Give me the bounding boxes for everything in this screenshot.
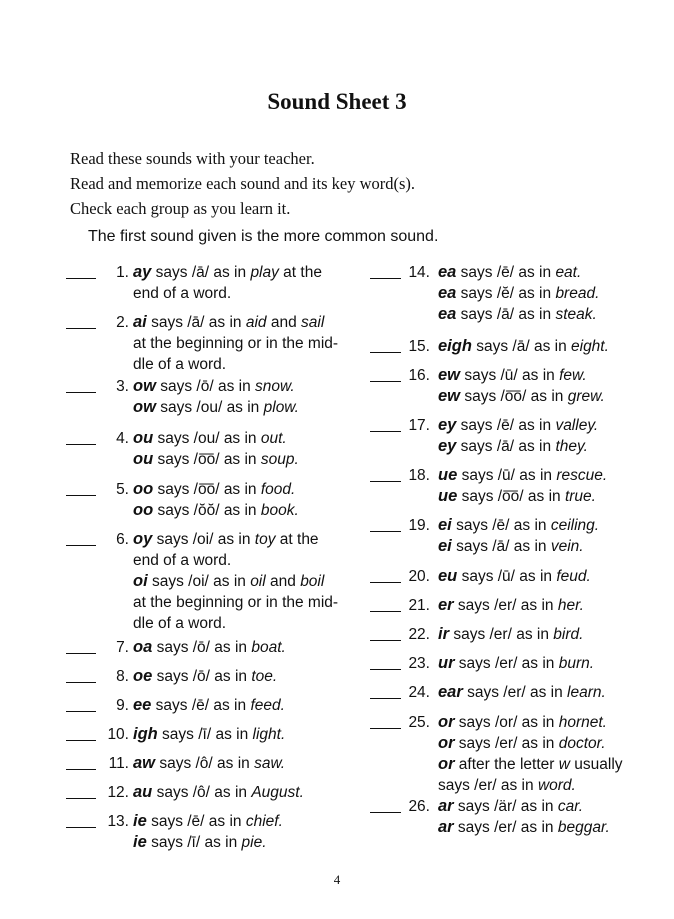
phonogram: ear bbox=[438, 683, 463, 701]
entry-number: 3. bbox=[116, 378, 129, 395]
entry-text-segment: says /ā/ as in bbox=[471, 338, 571, 355]
key-word: out. bbox=[260, 430, 287, 447]
key-word: learn. bbox=[567, 684, 606, 701]
entry-number: 1. bbox=[116, 264, 129, 281]
entry-number: 18. bbox=[408, 467, 430, 484]
checkmark-blank[interactable] bbox=[370, 465, 401, 482]
entry-text bbox=[133, 428, 373, 470]
key-word: soup. bbox=[260, 451, 299, 468]
checkmark-blank[interactable] bbox=[66, 376, 96, 393]
key-word: snow. bbox=[255, 378, 295, 395]
phonogram: ew bbox=[438, 366, 461, 384]
entry-text-segment: says /o͞o/ as in bbox=[153, 451, 261, 468]
checkmark-blank[interactable] bbox=[66, 428, 96, 445]
entry-line bbox=[438, 817, 674, 838]
entry-number: 4. bbox=[116, 430, 129, 447]
phonogram: oa bbox=[133, 638, 153, 656]
entry-line bbox=[133, 666, 373, 687]
entry-text-segment: end of a word. bbox=[133, 285, 232, 302]
key-word: they. bbox=[555, 438, 588, 455]
phonogram: oi bbox=[133, 572, 148, 590]
entry-text-segment: says /ŏŏ/ as in bbox=[153, 502, 261, 519]
entry-text-segment: says /ā/ as in bbox=[146, 314, 246, 331]
entry-text-segment: says /ou/ as in bbox=[153, 430, 261, 447]
entry-text-segment: and bbox=[265, 573, 301, 590]
phonogram: aw bbox=[133, 754, 156, 772]
entry-text bbox=[438, 465, 674, 507]
checkmark-blank[interactable] bbox=[370, 365, 401, 382]
entry-text bbox=[438, 515, 674, 557]
entry-line bbox=[438, 365, 674, 386]
entry-text-segment: says /ā/ as in bbox=[451, 538, 551, 555]
checkmark-blank[interactable] bbox=[66, 262, 96, 279]
entry-text bbox=[438, 566, 674, 587]
entry-line bbox=[133, 592, 373, 613]
phonogram: oo bbox=[133, 501, 154, 519]
entry-text bbox=[438, 796, 674, 838]
entry-line bbox=[438, 733, 674, 754]
key-word: oil bbox=[250, 573, 266, 590]
entry-line bbox=[438, 486, 674, 507]
entry-text-segment: dle of a word. bbox=[133, 356, 227, 373]
entry-text-segment: dle of a word. bbox=[133, 615, 227, 632]
checkmark-blank[interactable] bbox=[66, 637, 96, 654]
checkmark-blank[interactable] bbox=[370, 682, 401, 699]
phonogram: eu bbox=[438, 567, 458, 585]
entry-number: 24. bbox=[408, 684, 430, 701]
phonogram: ow bbox=[133, 398, 156, 416]
common-sound-note: The first sound given is the more common sound. bbox=[88, 228, 439, 245]
entry-text bbox=[133, 811, 373, 853]
key-word: saw. bbox=[254, 755, 286, 772]
entry-line bbox=[133, 449, 373, 470]
entry-number: 11. bbox=[108, 755, 129, 772]
entry-line bbox=[133, 428, 373, 449]
entry-text-segment: says /er/ as in bbox=[454, 735, 559, 752]
entry-line bbox=[438, 515, 674, 536]
key-word: steak. bbox=[555, 306, 597, 323]
phonogram: oy bbox=[133, 530, 153, 548]
checkmark-blank[interactable] bbox=[370, 415, 401, 432]
entry-text-segment: says /er/ as in bbox=[462, 684, 568, 701]
phonogram: ei bbox=[438, 537, 452, 555]
checkmark-blank[interactable] bbox=[370, 624, 401, 641]
entry-line bbox=[133, 312, 373, 333]
phonogram: ie bbox=[133, 812, 147, 830]
entry-text bbox=[438, 624, 674, 645]
entry-line bbox=[133, 333, 373, 354]
phonogram: ea bbox=[438, 263, 457, 281]
entry-text-segment: says /ē/ as in bbox=[146, 813, 246, 830]
key-word: August. bbox=[251, 784, 304, 801]
entry-text-segment: usually bbox=[569, 756, 623, 773]
entry-text-segment: says /ū/ as in bbox=[457, 568, 557, 585]
key-word: sail bbox=[301, 314, 325, 331]
entry-line bbox=[438, 536, 674, 557]
entry-text-segment: and bbox=[266, 314, 302, 331]
instruction-line-3: Check each group as you learn it. bbox=[70, 199, 291, 218]
checkmark-blank[interactable] bbox=[370, 515, 401, 532]
entry-line bbox=[133, 832, 373, 853]
entry-line bbox=[438, 653, 674, 674]
entry-line bbox=[438, 624, 674, 645]
entry-text-segment: says /ū/ as in bbox=[460, 367, 560, 384]
entry-text bbox=[133, 637, 373, 658]
key-word: grew. bbox=[567, 388, 605, 405]
entry-line bbox=[438, 262, 674, 283]
entry-line bbox=[438, 415, 674, 436]
entry-text bbox=[133, 312, 373, 375]
key-word: feud. bbox=[556, 568, 591, 585]
entry-number: 16. bbox=[408, 367, 430, 384]
entry-line bbox=[438, 465, 674, 486]
checkmark-blank[interactable] bbox=[66, 529, 96, 546]
entry-line bbox=[133, 753, 373, 774]
entry-number: 25. bbox=[408, 714, 430, 731]
page-title: Sound Sheet 3 bbox=[267, 89, 407, 114]
key-word: hornet. bbox=[558, 714, 607, 731]
page-number: 4 bbox=[333, 872, 341, 887]
entry-text-segment: says /er/ as in bbox=[453, 819, 558, 836]
entry-text bbox=[133, 376, 373, 418]
entry-number: 20. bbox=[408, 568, 430, 585]
entry-number: 2. bbox=[116, 314, 129, 331]
entry-text-segment: says /ô/ as in bbox=[155, 755, 255, 772]
entry-number: 23. bbox=[408, 655, 430, 672]
entry-line bbox=[438, 283, 674, 304]
entry-text-segment: says /oi/ as in bbox=[152, 531, 255, 548]
key-word: pie. bbox=[241, 834, 267, 851]
key-word: bread. bbox=[555, 285, 600, 302]
entry-text-segment: says /ĕ/ as in bbox=[456, 285, 556, 302]
phonogram: ai bbox=[133, 313, 147, 331]
entry-line bbox=[438, 754, 674, 775]
entry-line bbox=[438, 682, 674, 703]
key-word: chief. bbox=[245, 813, 283, 830]
entry-number: 6. bbox=[116, 531, 129, 548]
entry-text bbox=[438, 653, 674, 674]
checkmark-blank[interactable] bbox=[66, 479, 96, 496]
checkmark-blank[interactable] bbox=[370, 595, 401, 612]
key-word: beggar. bbox=[557, 819, 610, 836]
entry-line bbox=[438, 775, 674, 796]
phonogram: eigh bbox=[438, 337, 472, 355]
key-word: vein. bbox=[550, 538, 584, 555]
entry-text-segment: says /o͞o/ as in bbox=[460, 388, 568, 405]
key-word: feed. bbox=[250, 697, 285, 714]
entry-line bbox=[133, 479, 373, 500]
entry-text-segment: says /er/ as in bbox=[453, 597, 558, 614]
entry-text-segment: says /är/ as in bbox=[453, 798, 558, 815]
entry-text-segment: at the beginning or in the mid- bbox=[133, 335, 339, 352]
entry-number: 19. bbox=[408, 517, 430, 534]
entry-number: 17. bbox=[408, 417, 430, 434]
entry-text-segment: says /er/ as in bbox=[438, 777, 538, 794]
phonogram: ew bbox=[438, 387, 461, 405]
instruction-line-1: Read these sounds with your teacher. bbox=[70, 149, 315, 168]
entry-line bbox=[133, 571, 373, 592]
key-word: w bbox=[558, 756, 570, 773]
entry-line bbox=[133, 397, 373, 418]
entry-text bbox=[133, 695, 373, 716]
entry-line bbox=[133, 695, 373, 716]
entry-line bbox=[133, 500, 373, 521]
entry-line bbox=[133, 811, 373, 832]
key-word: few. bbox=[559, 367, 587, 384]
entry-number: 22. bbox=[408, 626, 430, 643]
phonogram: au bbox=[133, 783, 153, 801]
key-word: her. bbox=[557, 597, 584, 614]
entry-line bbox=[133, 782, 373, 803]
key-word: eat. bbox=[555, 264, 582, 281]
entry-text-segment: says /ē/ as in bbox=[151, 697, 251, 714]
phonogram: ow bbox=[133, 377, 156, 395]
entry-number: 12. bbox=[107, 784, 129, 801]
phonogram: ar bbox=[438, 818, 454, 836]
entry-line bbox=[133, 550, 373, 571]
phonogram: ea bbox=[438, 284, 457, 302]
phonogram: ey bbox=[438, 437, 457, 455]
checkmark-blank[interactable] bbox=[370, 796, 401, 813]
phonogram: ue bbox=[438, 487, 458, 505]
entry-text-segment: at the beginning or in the mid- bbox=[133, 594, 339, 611]
phonogram: er bbox=[438, 596, 454, 614]
entry-line bbox=[438, 796, 674, 817]
key-word: word. bbox=[537, 777, 576, 794]
entry-text-segment: says /er/ as in bbox=[454, 655, 559, 672]
entry-text bbox=[438, 415, 674, 457]
entry-text bbox=[133, 262, 373, 304]
key-word: rescue. bbox=[556, 467, 608, 484]
entry-line bbox=[133, 283, 373, 304]
entry-text-segment: says /ou/ as in bbox=[155, 399, 264, 416]
entry-number: 21. bbox=[408, 597, 430, 614]
entry-line bbox=[133, 529, 373, 550]
entry-text bbox=[133, 753, 373, 774]
entry-number: 5. bbox=[116, 481, 129, 498]
entry-line bbox=[438, 566, 674, 587]
key-word: light. bbox=[252, 726, 286, 743]
entry-text-segment: says /ō/ as in bbox=[155, 378, 255, 395]
entry-number: 10. bbox=[107, 726, 129, 743]
checkmark-blank[interactable] bbox=[66, 811, 96, 828]
entry-number: 14. bbox=[408, 264, 430, 281]
key-word: toe. bbox=[251, 668, 278, 685]
phonogram: ou bbox=[133, 450, 154, 468]
entry-line bbox=[133, 613, 373, 634]
key-word: eight. bbox=[571, 338, 609, 355]
entry-text bbox=[133, 782, 373, 803]
entry-text-segment: says /ō/ as in bbox=[152, 668, 252, 685]
entry-line bbox=[438, 436, 674, 457]
entry-text-segment: says /ī/ as in bbox=[146, 834, 242, 851]
key-word: bird. bbox=[553, 626, 584, 643]
entry-text bbox=[133, 529, 373, 634]
entry-text-segment: says /o͞o/ as in bbox=[457, 488, 565, 505]
key-word: aid bbox=[245, 314, 267, 331]
entry-text bbox=[438, 336, 674, 357]
entry-text bbox=[438, 712, 674, 796]
entry-line bbox=[133, 637, 373, 658]
key-word: valley. bbox=[555, 417, 599, 434]
key-word: boil bbox=[300, 573, 325, 590]
entry-text-segment: says /ō/ as in bbox=[152, 639, 252, 656]
entry-line bbox=[133, 354, 373, 375]
entry-text-segment: at the bbox=[275, 531, 319, 548]
checkmark-blank[interactable] bbox=[66, 782, 96, 799]
checkmark-blank[interactable] bbox=[66, 695, 96, 712]
entry-line bbox=[438, 304, 674, 325]
phonogram: ar bbox=[438, 797, 454, 815]
key-word: car. bbox=[557, 798, 584, 815]
entry-line bbox=[133, 724, 373, 745]
key-word: food. bbox=[260, 481, 296, 498]
key-word: plow. bbox=[263, 399, 299, 416]
entry-text-segment: says /er/ as in bbox=[449, 626, 554, 643]
phonogram: ie bbox=[133, 833, 147, 851]
entry-text bbox=[438, 262, 674, 325]
entry-text-segment: says /ā/ as in bbox=[456, 438, 556, 455]
phonogram: ea bbox=[438, 305, 457, 323]
entry-text-segment: says /ū/ as in bbox=[457, 467, 557, 484]
checkmark-blank[interactable] bbox=[66, 666, 96, 683]
phonogram: or bbox=[438, 755, 455, 773]
phonogram: oe bbox=[133, 667, 153, 685]
entry-text-segment: says /oi/ as in bbox=[147, 573, 251, 590]
key-word: true. bbox=[564, 488, 596, 505]
key-word: doctor. bbox=[558, 735, 606, 752]
checkmark-blank[interactable] bbox=[370, 566, 401, 583]
phonogram: ee bbox=[133, 696, 152, 714]
entry-text-segment: says /o͞o/ as in bbox=[153, 481, 261, 498]
phonogram: ou bbox=[133, 429, 154, 447]
entry-text bbox=[438, 595, 674, 616]
phonogram: ir bbox=[438, 625, 450, 643]
key-word: play bbox=[250, 264, 279, 281]
entry-text bbox=[133, 479, 373, 521]
entry-number: 13. bbox=[107, 813, 129, 830]
entry-text-segment: says /ā/ as in bbox=[151, 264, 251, 281]
entry-text-segment: says /ī/ as in bbox=[157, 726, 253, 743]
instruction-line-2: Read and memorize each sound and its key word(s). bbox=[70, 174, 416, 193]
entry-text bbox=[133, 724, 373, 745]
entry-text bbox=[438, 682, 674, 703]
checkmark-blank[interactable] bbox=[370, 262, 401, 279]
key-word: boat. bbox=[251, 639, 286, 656]
key-word: ceiling. bbox=[550, 517, 600, 534]
entry-number: 7. bbox=[116, 639, 129, 656]
entry-text-segment: at the bbox=[278, 264, 322, 281]
checkmark-blank[interactable] bbox=[370, 336, 401, 353]
entry-line bbox=[438, 336, 674, 357]
entry-number: 15. bbox=[408, 338, 430, 355]
checkmark-blank[interactable] bbox=[370, 712, 401, 729]
checkmark-blank[interactable] bbox=[66, 724, 96, 741]
entry-line bbox=[133, 376, 373, 397]
entry-text-segment: says /ē/ as in bbox=[456, 264, 556, 281]
phonogram: oo bbox=[133, 480, 154, 498]
entry-line bbox=[438, 386, 674, 407]
phonogram: or bbox=[438, 734, 455, 752]
entry-text-segment: after the letter bbox=[454, 756, 559, 773]
phonogram: ur bbox=[438, 654, 455, 672]
checkmark-blank[interactable] bbox=[66, 753, 96, 770]
entry-number: 9. bbox=[116, 697, 129, 714]
entry-number: 8. bbox=[116, 668, 129, 685]
phonogram: igh bbox=[133, 725, 158, 743]
checkmark-blank[interactable] bbox=[370, 653, 401, 670]
phonogram: or bbox=[438, 713, 455, 731]
entry-line bbox=[438, 595, 674, 616]
entry-text-segment: says /ē/ as in bbox=[451, 517, 551, 534]
entry-text-segment: says /ā/ as in bbox=[456, 306, 556, 323]
entry-text-segment: end of a word. bbox=[133, 552, 232, 569]
key-word: toy bbox=[254, 531, 276, 548]
entry-text-segment: says /ē/ as in bbox=[456, 417, 556, 434]
phonogram: ei bbox=[438, 516, 452, 534]
entry-text bbox=[438, 365, 674, 407]
entry-number: 26. bbox=[408, 798, 430, 815]
entry-text bbox=[133, 666, 373, 687]
entry-text-segment: says /ô/ as in bbox=[152, 784, 252, 801]
key-word: burn. bbox=[558, 655, 595, 672]
key-word: book. bbox=[260, 502, 299, 519]
entry-line bbox=[438, 712, 674, 733]
entry-line bbox=[133, 262, 373, 283]
entry-text-segment: says /or/ as in bbox=[454, 714, 559, 731]
checkmark-blank[interactable] bbox=[66, 312, 96, 329]
phonogram: ue bbox=[438, 466, 458, 484]
phonogram: ey bbox=[438, 416, 457, 434]
phonogram: ay bbox=[133, 263, 152, 281]
